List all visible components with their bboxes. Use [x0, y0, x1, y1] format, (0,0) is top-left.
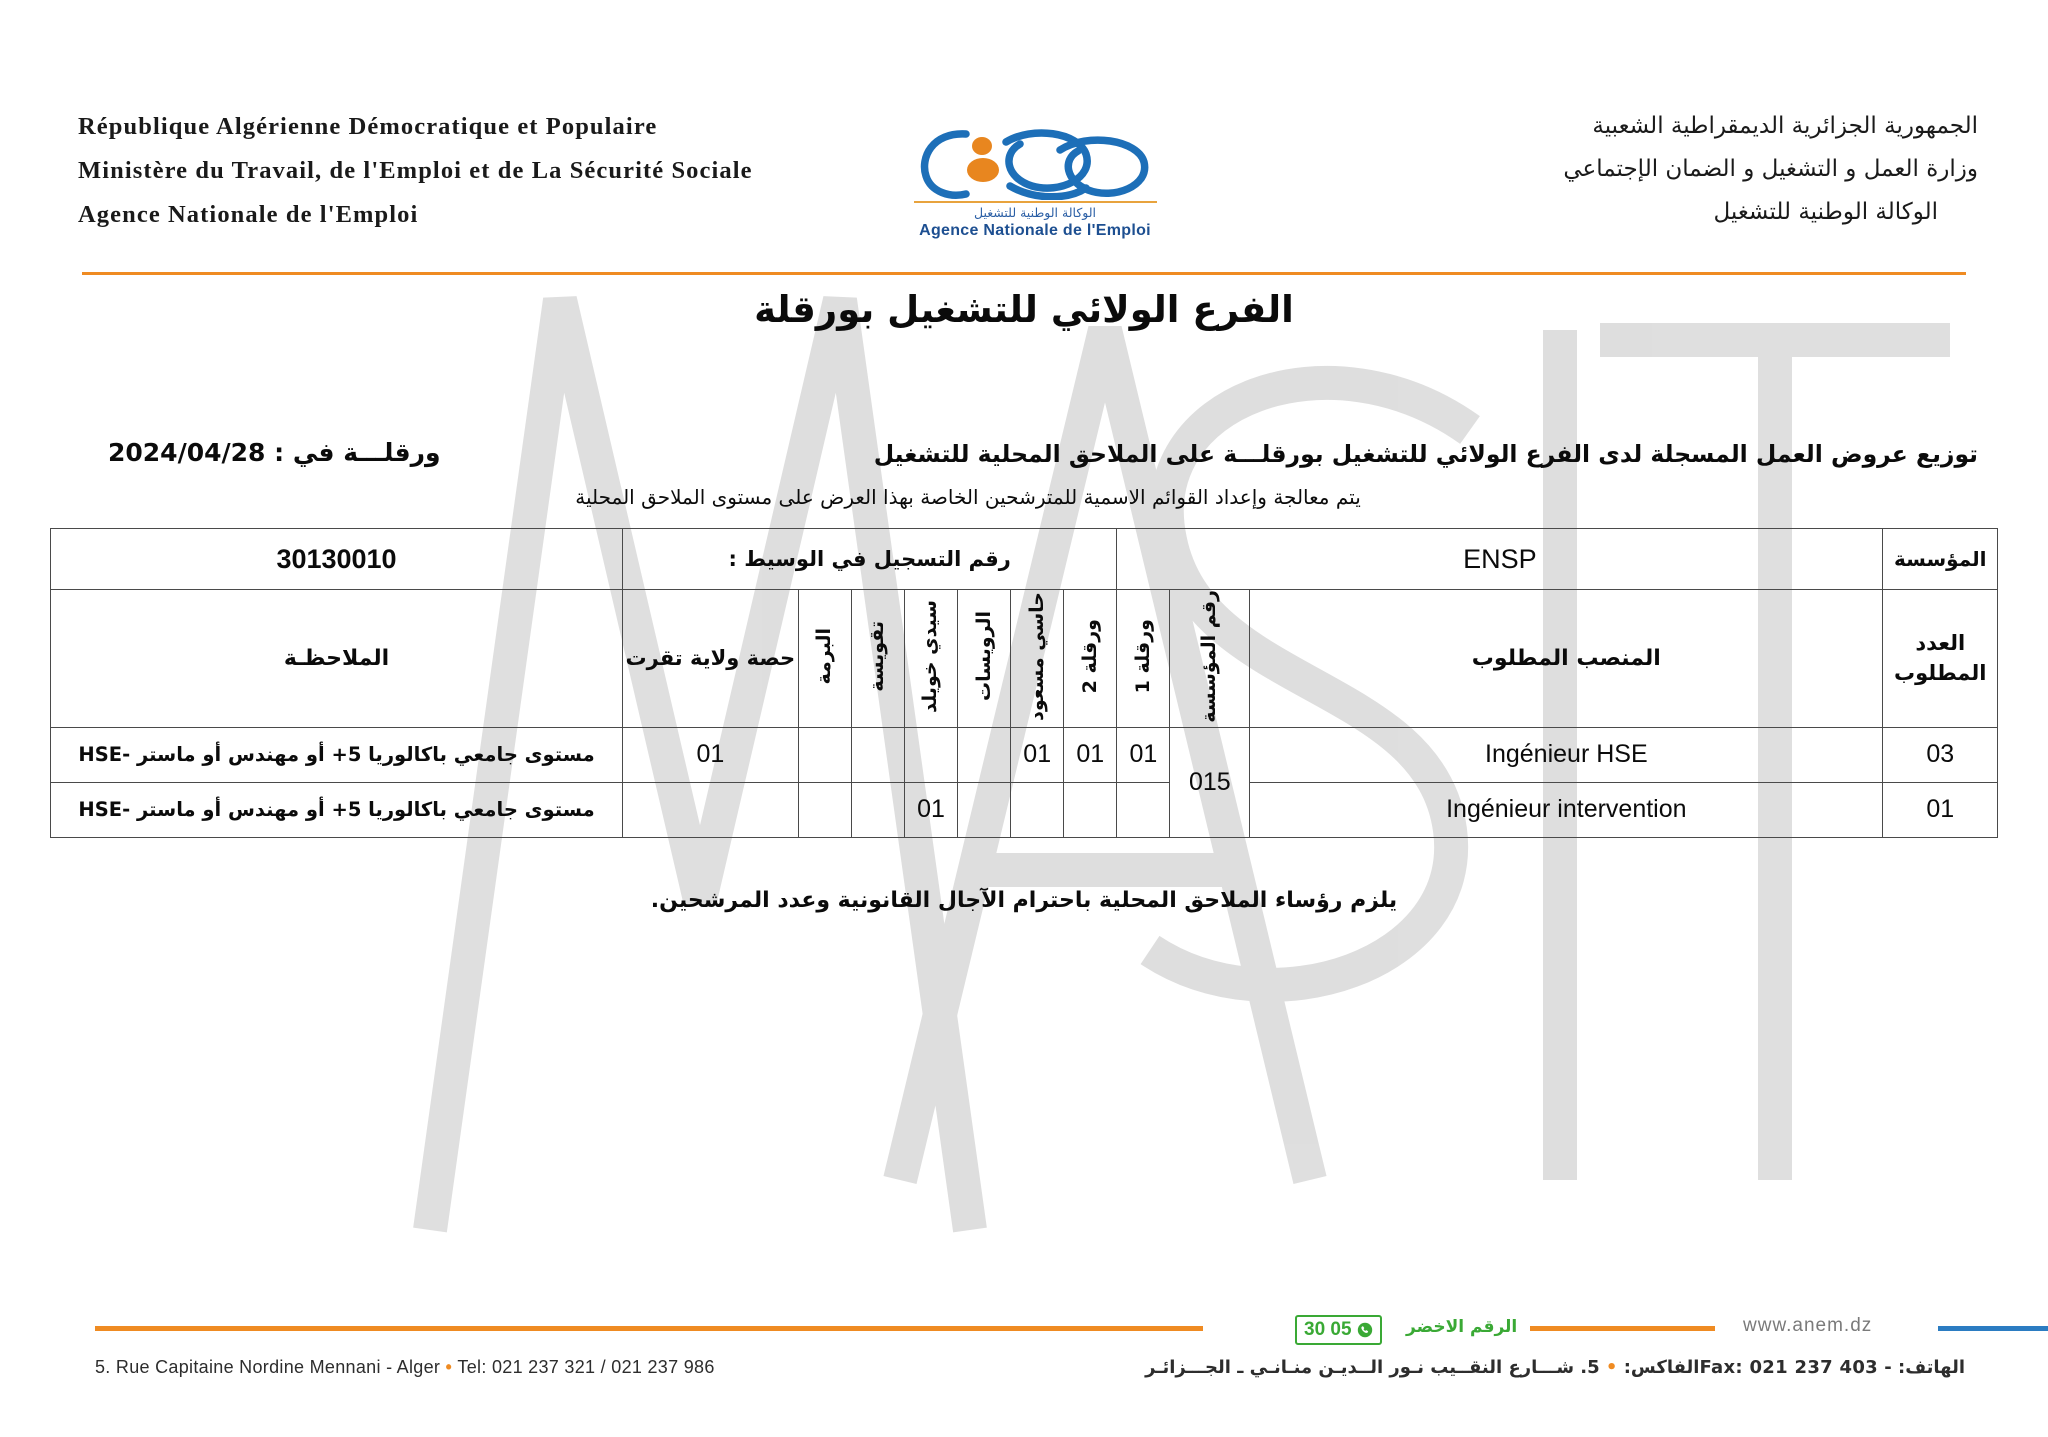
- footer-street: 5. Rue Capitaine Nordine Mennani - Alger: [95, 1357, 441, 1377]
- row-value-rouissat: [958, 782, 1011, 837]
- header-quota: حصة ولاية تقرت: [623, 590, 799, 728]
- registration-label: رقم التسجيل في الوسيط :: [623, 529, 1117, 590]
- footer-fax-label-ar: الفاكس:: [1623, 1357, 1700, 1378]
- header-col-ouargla-1: ورقلة 1: [1117, 590, 1170, 728]
- row-value-el-borma: [798, 727, 851, 782]
- header-col-institution-number: رقم المؤسسة: [1170, 590, 1250, 728]
- logo-french-name: Agence Nationale de l'Emploi: [919, 222, 1151, 239]
- row-value-ouargla-1: 01: [1117, 727, 1170, 782]
- logo-divider: [914, 201, 1157, 203]
- footer-rule-blue: [1938, 1326, 2048, 1331]
- branch-title-text: الفرع الولائي للتشغيل بورقلة: [754, 288, 1294, 331]
- offers-table: [50, 528, 1998, 838]
- row-count: 03: [1883, 727, 1998, 782]
- footer-address-ar-text: 5. شـــارع النقــيب نـور الــديـن منـانـي ـ الجـــزائـر: [1145, 1357, 1600, 1378]
- header-french-line-3: Agence Nationale de l'Emploi: [78, 201, 419, 228]
- header-post: المنصب المطلوب: [1250, 590, 1883, 728]
- row-post: Ingénieur intervention: [1250, 782, 1883, 837]
- row-count: 01: [1883, 782, 1998, 837]
- footer-tel-value: 021 237 321 / 021 237 986: [491, 1357, 715, 1377]
- footer-bar: [95, 1315, 1955, 1341]
- date-value: 2024/04/28: [108, 438, 266, 467]
- row-quota: [623, 782, 799, 837]
- table-row: [51, 782, 1998, 837]
- table-row-institution: [51, 529, 1998, 590]
- header-col-el-borma: البرمة: [798, 590, 851, 728]
- branch-title: [0, 288, 2048, 331]
- date-label: ورقلـــة في :: [274, 438, 441, 467]
- row-value-tagouicet: [851, 727, 904, 782]
- phone-icon: [1357, 1322, 1373, 1338]
- header-arabic-line-2: وزارة العمل و التشغيل و الضمان الإجتماعي: [1563, 156, 1978, 182]
- registration-number: 30130010: [51, 529, 623, 590]
- footer-rule-orange-mid: [1530, 1326, 1715, 1331]
- row-value-ouargla-2: [1064, 782, 1117, 837]
- header-french-line-2: Ministère du Travail, de l'Emploi et de La Sécurité Sociale: [78, 157, 753, 184]
- logo-arabic-name: الوكالة الوطنية للتشغيل: [973, 205, 1097, 220]
- footer-tel-label: Tel:: [457, 1357, 487, 1377]
- row-value-el-borma: [798, 782, 851, 837]
- green-number-label: الرقم الاخضر: [1406, 1317, 1518, 1337]
- anem-logo-mark: [910, 120, 1160, 200]
- institution-label: المؤسسة: [1883, 529, 1998, 590]
- subtitle-note: يتم معالجة وإعداد القوائم الاسمية للمترشحين الخاصة بهذا العرض على مستوى الملاحق المحلية: [575, 485, 1361, 509]
- header-col-hassi-messaoud: حاسي مسعود: [1011, 590, 1064, 728]
- row-value-ouargla-1: [1117, 782, 1170, 837]
- row-post: Ingénieur HSE: [1250, 727, 1883, 782]
- header-col-ouargla-2: ورقلة 2: [1064, 590, 1117, 728]
- footer-fax-label: Fax:: [1699, 1357, 1743, 1378]
- row-value-ouargla-2: 01: [1064, 727, 1117, 782]
- footer-address-arabic: الهاتف: - Fax: 021 237 403الفاكس: • 5. شـــارع النقــيب نـور الــديـن منـانـي ـ الجـــزائـر: [1145, 1357, 1965, 1378]
- footer-rule-orange-left: [95, 1326, 1203, 1331]
- row-value-rouissat: [958, 727, 1011, 782]
- header-arabic-line-1: الجمهورية الجزائرية الديمقراطية الشعبية: [1592, 113, 1978, 139]
- subtitle-main: توزيع عروض العمل المسجلة لدى الفرع الولائي للتشغيل بورقلـــة على الملاحق المحلية للتشغيل: [873, 440, 1978, 468]
- table-row: [51, 727, 1998, 782]
- table-note: يلزم رؤساء الملاحق المحلية باحترام الآجال القانونية وعدد المرشحين.: [650, 888, 1398, 913]
- row-value-sidi-khouiled: [904, 727, 957, 782]
- offers-table-wrapper: [50, 528, 1998, 838]
- header-french-line-1: République Algérienne Démocratique et Populaire: [78, 113, 658, 140]
- footer-address-french: [95, 1357, 715, 1378]
- header-arabic-line-3: الوكالة الوطنية للتشغيل: [1713, 199, 1938, 225]
- footer-separator-dot-ar: •: [1599, 1357, 1624, 1378]
- green-number-badge: [1295, 1315, 1382, 1345]
- header-arabic-block: [1078, 105, 1978, 234]
- row-quota: 01: [623, 727, 799, 782]
- header-count: العدد المطلوب: [1883, 590, 1998, 728]
- header-col-tagouicet: تقويسة: [851, 590, 904, 728]
- row-value-hassi-messaoud: 01: [1011, 727, 1064, 782]
- subtitle-date: [108, 438, 441, 467]
- header-remark: الملاحظـة: [51, 590, 623, 728]
- footer-fax-value: 021 237 403: [1749, 1357, 1879, 1378]
- table-header-row: [51, 590, 1998, 728]
- institution-code: 015: [1170, 727, 1250, 837]
- row-remark: مستوى جامعي باكالوريا 5+ أو مهندس أو ماستر -HSE: [51, 782, 623, 837]
- footer-website[interactable]: www.anem.dz: [1743, 1315, 1873, 1336]
- header-col-sidi-khouiled: سيدي خويلد: [904, 590, 957, 728]
- row-remark: مستوى جامعي باكالوريا 5+ أو مهندس أو ماستر -HSE: [51, 727, 623, 782]
- document-footer: [0, 1287, 2048, 1437]
- green-number-value: 30 05: [1304, 1319, 1352, 1340]
- anem-logo: [895, 120, 1175, 245]
- header-divider: [82, 272, 1966, 275]
- header-french-block: [78, 105, 878, 237]
- row-value-hassi-messaoud: [1011, 782, 1064, 837]
- footer-separator-dot: •: [440, 1357, 458, 1377]
- header-col-rouissat: الرويسات: [958, 590, 1011, 728]
- row-value-sidi-khouiled: 01: [904, 782, 957, 837]
- row-value-tagouicet: [851, 782, 904, 837]
- footer-tel-label-ar: الهاتف:: [1898, 1357, 1965, 1378]
- subtitle-row: [78, 440, 1978, 480]
- institution-name: ENSP: [1117, 529, 1883, 590]
- footer-address: [95, 1357, 1965, 1389]
